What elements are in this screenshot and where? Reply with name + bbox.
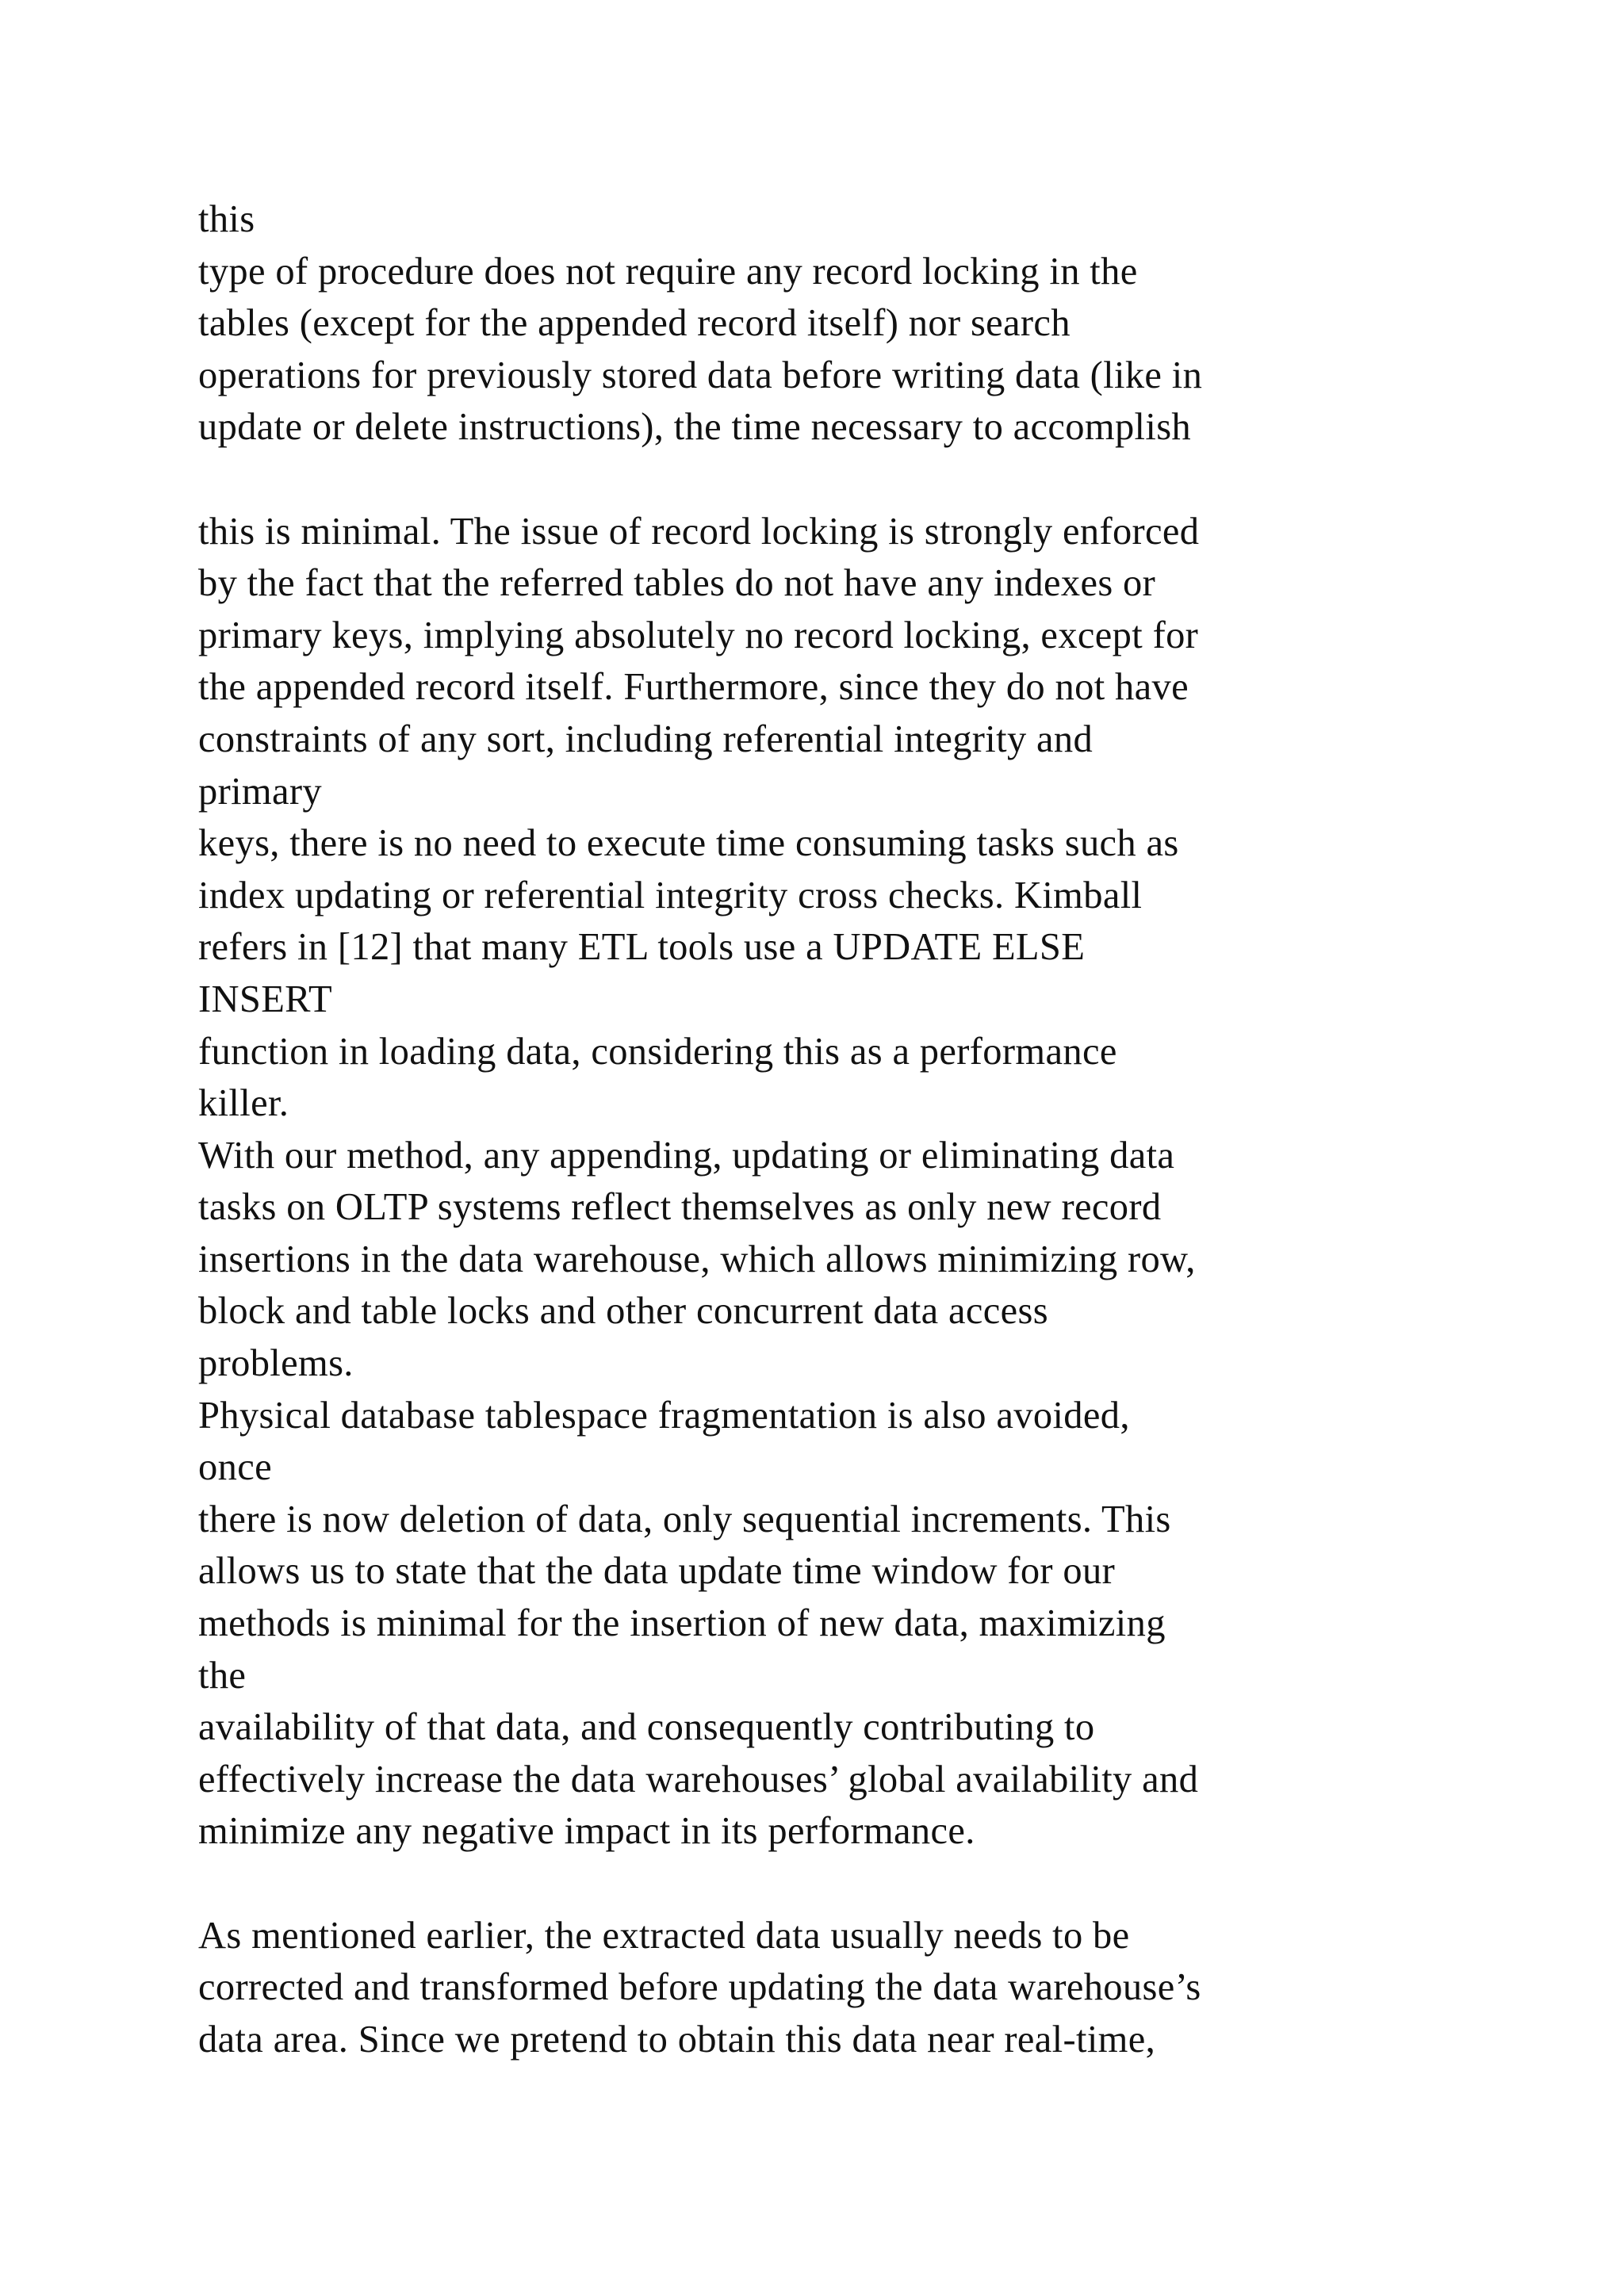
text-line: the appended record itself. Furthermore, since they do not have	[198, 666, 1189, 709]
text-line: there is now deletion of data, only sequential increments. This	[198, 1498, 1171, 1540]
body-text	[198, 193, 1562, 2065]
text-line: update or delete instructions), the time necessary to accomplish	[198, 406, 1192, 449]
text-line: corrected and transformed before updating the data warehouse’s	[198, 1966, 1201, 2009]
text-line: minimize any negative impact in its performance.	[198, 1810, 975, 1853]
text-line: killer.	[198, 1082, 289, 1125]
text-line: function in loading data, considering this as a performance	[198, 1030, 1117, 1073]
text-line: block and table locks and other concurrent data access	[198, 1290, 1048, 1333]
text-line: With our method, any appending, updating or eliminating data	[198, 1134, 1175, 1177]
text-line: As mentioned earlier, the extracted data usually needs to be	[198, 1914, 1130, 1957]
text-line: INSERT	[198, 978, 332, 1020]
text-line: once	[198, 1446, 272, 1489]
text-line: this	[198, 198, 255, 240]
text-line: constraints of any sort, including referential integrity and	[198, 718, 1094, 760]
text-line: keys, there is no need to execute time consuming tasks such as	[198, 822, 1179, 865]
text-line: Physical database tablespace fragmentation is also avoided,	[198, 1394, 1130, 1437]
text-line: this is minimal. The issue of record locking is strongly enforced	[198, 510, 1200, 553]
text-line: primary	[198, 770, 322, 813]
text-line: type of procedure does not require any record locking in the	[198, 250, 1138, 293]
text-line: data area. Since we pretend to obtain this data near real-time,	[198, 2018, 1156, 2061]
text-line: methods is minimal for the insertion of new data, maximizing	[198, 1602, 1166, 1645]
text-line: tables (except for the appended record itself) nor search	[198, 302, 1071, 345]
text-line: tasks on OLTP systems reflect themselves as only new record	[198, 1186, 1162, 1229]
text-line: refers in [12] that many ETL tools use a UPDATE ELSE	[198, 926, 1086, 969]
text-line: problems.	[198, 1342, 354, 1385]
text-line: the	[198, 1654, 247, 1697]
text-line: by the fact that the referred tables do not have any indexes or	[198, 562, 1156, 605]
text-line: operations for previously stored data before writing data (like in	[198, 354, 1203, 396]
text-line: primary keys, implying absolutely no record locking, except for	[198, 614, 1199, 656]
blank-line	[198, 453, 1562, 506]
text-line: index updating or referential integrity cross checks. Kimball	[198, 874, 1143, 916]
text-line: availability of that data, and consequently contributing to	[198, 1706, 1095, 1749]
blank-line	[198, 1858, 1562, 1910]
text-line: allows us to state that the data update time window for our	[198, 1550, 1116, 1593]
text-line: insertions in the data warehouse, which allows minimizing row,	[198, 1238, 1196, 1280]
text-line: effectively increase the data warehouses’ global availability and	[198, 1758, 1199, 1800]
